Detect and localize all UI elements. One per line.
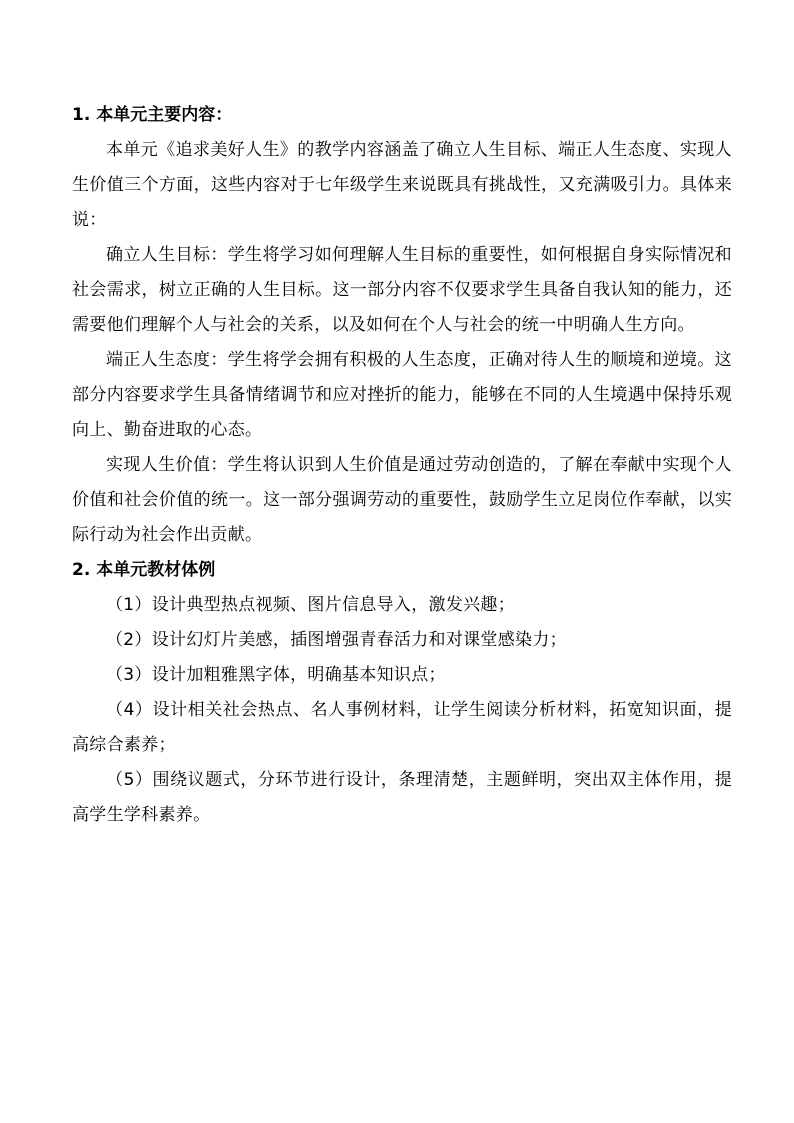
paragraph: 本单元《追求美好人生》的教学内容涵盖了确立人生目标、端正人生态度、实现人生价值三个方面，这些内容对于七年级学生来说既具有挑战性，又充满吸引力。具体来说：: [72, 140, 732, 230]
paragraph: 实现人生价值：学生将认识到人生价值是通过劳动创造的，了解在奉献中实现个人价值和社会价值的统一。这一部分强调劳动的重要性，鼓励学生立足岗位作奉献，以实际行动为社会作出贡献。: [72, 455, 732, 545]
list-item: （4）设计相关社会热点、名人事例材料，让学生阅读分析材料，拓宽知识面，提高综合素养；: [72, 700, 732, 755]
list-item: （1）设计典型热点视频、图片信息导入，激发兴趣；: [106, 595, 516, 615]
section-heading: 1. 本单元主要内容：: [72, 105, 233, 125]
paragraph: 确立人生目标：学生将学习如何理解人生目标的重要性，如何根据自身实际情况和社会需求，树立正确的人生目标。这一部分内容不仅要求学生具备自我认知的能力，还需要他们理解个人与社会的关系，以及如何在个人与社会的统一中明确人生方向。: [72, 245, 732, 335]
list-item: （2）设计幻灯片美感，插图增强青春活力和对课堂感染力；: [106, 630, 567, 650]
list-item: （3）设计加粗雅黑字体，明确基本知识点；: [106, 665, 446, 685]
list-item: （5）围绕议题式，分环节进行设计，条理清楚，主题鲜明，突出双主体作用，提高学生学科素养。: [72, 770, 732, 825]
document-page: [72, 98, 732, 833]
paragraph: 端正人生态度：学生将学会拥有积极的人生态度，正确对待人生的顺境和逆境。这部分内容要求学生具备情绪调节和应对挫折的能力，能够在不同的人生境遇中保持乐观向上、勤奋进取的心态。: [72, 350, 732, 440]
section-heading: 2. 本单元教材体例: [72, 560, 216, 580]
